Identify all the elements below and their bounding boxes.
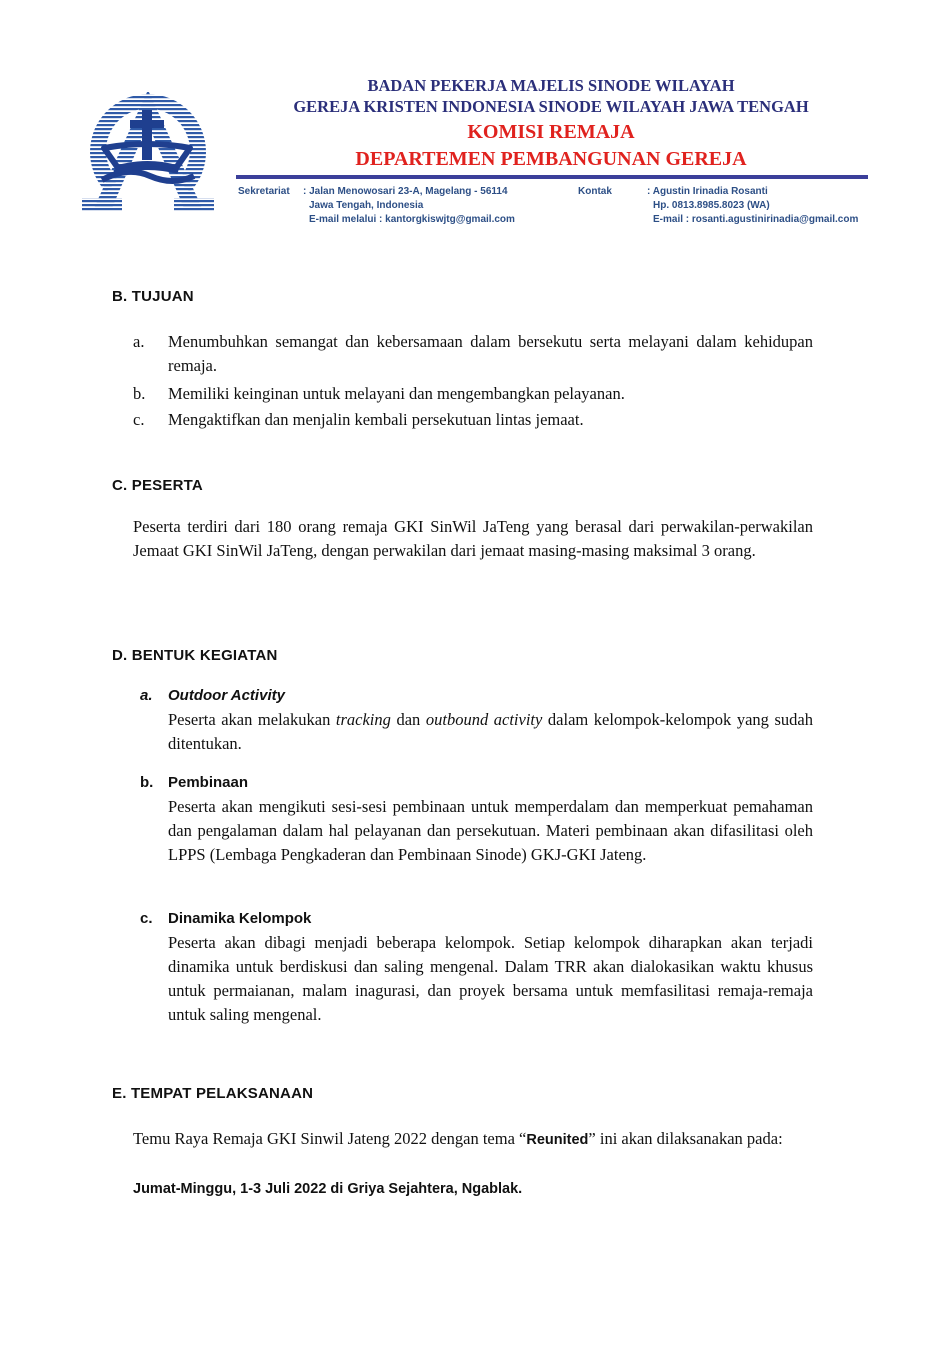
- secretariat-address: : Jalan Menowosari 23-A, Magelang - 56114: [303, 186, 508, 197]
- list-marker: b.: [140, 774, 154, 791]
- tempat-paragraph: [133, 1127, 813, 1152]
- section-title-tujuan: B. TUJUAN: [112, 288, 194, 305]
- text-run: dan: [390, 710, 426, 729]
- header-line-2: GEREJA KRISTEN INDONESIA SINODE WILAYAH JAWA TENGAH: [293, 97, 809, 116]
- header-line-1: BADAN PEKERJA MAJELIS SINODE WILAYAH: [367, 76, 735, 95]
- secretariat-info: [303, 185, 515, 227]
- secretariat-label: Sekretariat: [238, 186, 290, 197]
- list-marker: b.: [133, 384, 146, 403]
- list-item: Memiliki keinginan untuk melayani dan mengembangkan pelayanan.: [168, 384, 625, 403]
- list-marker: c.: [133, 410, 145, 429]
- contact-info: [647, 185, 858, 227]
- list-item: Mengaktifkan dan menjalin kembali persekutuan lintas jemaat.: [168, 410, 584, 429]
- secretariat-region: Jawa Tengah, Indonesia: [309, 200, 424, 211]
- section-title-tempat: E. TEMPAT PELAKSANAAN: [112, 1085, 314, 1102]
- contact-phone: Hp. 0813.8985.8023 (WA): [653, 200, 770, 211]
- contact-label: Kontak: [578, 186, 612, 197]
- section-title-peserta: C. PESERTA: [112, 477, 203, 494]
- contact-name: : Agustin Irinadia Rosanti: [647, 186, 768, 197]
- list-marker: a.: [133, 332, 145, 351]
- church-logo-icon: [78, 80, 218, 215]
- list-marker: c.: [140, 910, 153, 927]
- activity-title: Dinamika Kelompok: [168, 910, 312, 927]
- text-run: dalam kelompok-kelompok yang sudah ditentukan.: [168, 710, 813, 753]
- activity-description: [168, 708, 813, 756]
- contact-email: E-mail : rosanti.agustinirinadia@gmail.com: [653, 214, 859, 225]
- event-date-location: Jumat-Minggu, 1-3 Juli 2022 di Griya Sejahtera, Ngablak.: [133, 1181, 523, 1197]
- header-line-3: KOMISI REMAJA: [467, 121, 635, 143]
- activity-description: Peserta akan dibagi menjadi beberapa kelompok. Setiap kelompok diharapkan akan terjadi dinamika untuk berdiskusi dan saling mengenal. Dalam TRR akan dialokasikan waktu khusus untuk permaianan, malam inagurasi, dan proyek bersama untuk memfasilitasi remaja-remaja untuk saling mengenal.: [168, 933, 813, 1024]
- peserta-paragraph: Peserta terdiri dari 180 orang remaja GKI SinWil JaTeng yang berasal dari perwakilan-perwakilan Jemaat GKI SinWil JaTeng, dengan perwakilan dari jemaat masing-masing maksimal 3 orang.: [133, 517, 813, 560]
- activity-title: Outdoor Activity: [168, 687, 285, 704]
- header-divider: [236, 175, 868, 179]
- section-title-kegiatan: D. BENTUK KEGIATAN: [112, 647, 278, 664]
- list-item: Menumbuhkan semangat dan kebersamaan dalam bersekutu serta melayani dalam kehidupan remaja.: [168, 332, 813, 375]
- header-line-4: DEPARTEMEN PEMBANGUNAN GEREJA: [355, 148, 747, 170]
- activity-description: Peserta akan mengikuti sesi-sesi pembinaan untuk memperdalam dan memperkuat pemahaman dan pengalaman dalam hal pelayanan dan persekutuan. Materi pembinaan akan difasilitasi oleh LPPS (Lembaga Pengkaderan dan Pembinaan Sinode) GKJ-GKI Jateng.: [168, 797, 813, 864]
- text-run: ” ini akan dilaksanakan pada:: [588, 1129, 783, 1148]
- text-run: Temu Raya Remaja GKI Sinwil Jateng 2022 dengan tema “: [133, 1129, 527, 1148]
- theme-name: Reunited: [526, 1132, 589, 1148]
- list-marker: a.: [140, 687, 153, 704]
- italic-term: outbound activity: [425, 710, 543, 729]
- text-run: Peserta akan melakukan: [168, 710, 336, 729]
- secretariat-email: E-mail melalui : kantorgkiswjtg@gmail.com: [309, 214, 515, 225]
- italic-term: tracking: [335, 710, 391, 729]
- activity-title: Pembinaan: [168, 774, 249, 791]
